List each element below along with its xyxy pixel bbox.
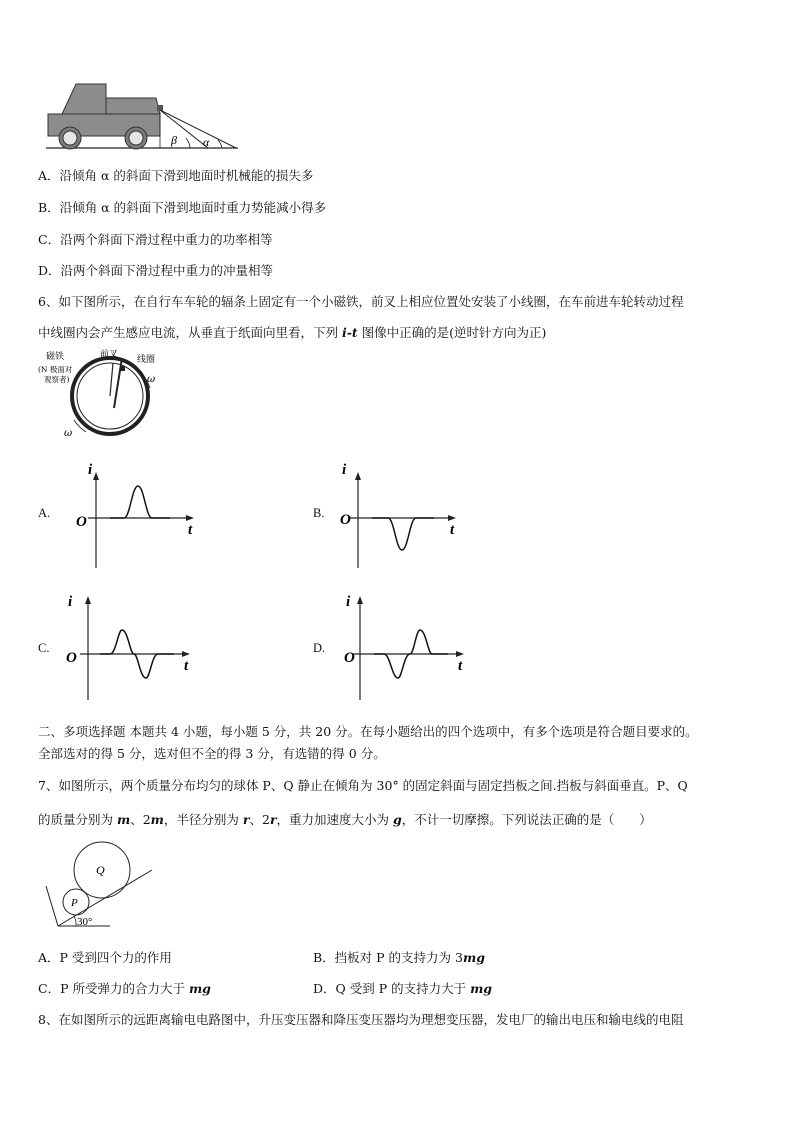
q5-option-c: C．沿两个斜面下滑过程中重力的功率相等 xyxy=(38,232,273,247)
section2-line2: 全部选对的得 5 分，选对但不全的得 3 分，有选错的得 0 分。 xyxy=(38,746,386,761)
graph-a-letter: A. xyxy=(38,506,51,520)
graph-c xyxy=(62,592,202,702)
graph-b-y-label: i xyxy=(342,462,347,478)
graph-b-x-label: t xyxy=(450,522,455,538)
graph-c-y-label: i xyxy=(68,594,73,610)
graph-c-letter: C. xyxy=(38,641,50,655)
beta-label: β xyxy=(171,133,177,147)
graph-a xyxy=(70,460,210,570)
q7-option-b: B．挡板对 P 的支持力为 3mg xyxy=(313,950,485,965)
graph-a-y-label: i xyxy=(88,462,93,478)
angle-label: 30° xyxy=(77,916,93,928)
sphere-p-label: P xyxy=(71,897,78,909)
sphere-q-label: Q xyxy=(96,863,105,877)
graph-d-origin: O xyxy=(344,650,355,666)
q8-stem-line1: 8、在如图所示的远距离输电电路图中，升压变压器和降压变压器均为理想变压器，发电厂的输出电压和输电线的电阻 xyxy=(38,1012,684,1027)
alpha-label: α xyxy=(203,135,210,149)
magnet-label: 磁铁 xyxy=(46,352,65,362)
fork-label: 前叉 xyxy=(100,350,119,360)
spheres-on-incline-figure xyxy=(40,836,160,931)
graph-b xyxy=(334,460,474,570)
q5-option-b: B．沿倾角 α 的斜面下滑到地面时重力势能减小得多 xyxy=(38,200,327,215)
q7-option-c: C．P 所受弹力的合力大于 mg xyxy=(38,981,211,996)
magnet-note-2: 观察者) xyxy=(44,375,70,384)
q7-option-a: A．P 受到四个力的作用 xyxy=(38,950,172,965)
graph-d-letter: D. xyxy=(313,641,326,655)
graph-c-origin: O xyxy=(66,650,77,666)
q7-stem-line1: 7、如图所示，两个质量分布均匀的球体 P、Q 静止在倾角为 30° 的固定斜面与固定挡板之间.挡板与斜面垂直。P、Q xyxy=(38,778,688,793)
graph-d-x-label: t xyxy=(458,658,463,674)
omega-label-bottom: ω xyxy=(64,428,73,439)
section2-line1: 二、多项选择题 本题共 4 小题，每小题 5 分，共 20 分。在每小题给出的四个选项中，有多个选项是符合题目要求的。 xyxy=(38,724,698,739)
graph-d-y-label: i xyxy=(346,594,351,610)
graph-b-letter: B. xyxy=(313,506,325,520)
truck-slope-figure xyxy=(40,78,240,154)
bicycle-wheel-figure xyxy=(38,348,168,443)
q5-option-a: A．沿倾角 α 的斜面下滑到地面时机械能的损失多 xyxy=(38,168,314,183)
coil-label: 线圈 xyxy=(137,355,156,365)
graph-c-x-label: t xyxy=(184,658,189,674)
q6-stem-line2: 中线圈内会产生感应电流，从垂直于纸面向里看，下列 i-t 图像中正确的是(逆时针方向为正) xyxy=(38,325,547,340)
graph-d xyxy=(342,592,482,702)
q7-stem-line2: 的质量分别为 m、2m，半径分别为 r、2r，重力加速度大小为 g，不计一切摩擦。下列说法正确的是（ ） xyxy=(38,812,652,827)
q6-stem-line1: 6、如下图所示，在自行车车轮的辐条上固定有一个小磁铁，前叉上相应位置处安装了小线圈，在车前进车轮转动过程 xyxy=(38,294,684,309)
magnet-note-1: (N 极面对 xyxy=(38,365,73,374)
graph-a-origin: O xyxy=(76,514,87,530)
omega-label-top: ω xyxy=(147,374,156,385)
q5-option-d: D．沿两个斜面下滑过程中重力的冲量相等 xyxy=(38,263,274,278)
q7-option-d: D．Q 受到 P 的支持力大于 mg xyxy=(313,981,493,996)
graph-b-origin: O xyxy=(340,512,351,528)
graph-a-x-label: t xyxy=(188,522,193,538)
